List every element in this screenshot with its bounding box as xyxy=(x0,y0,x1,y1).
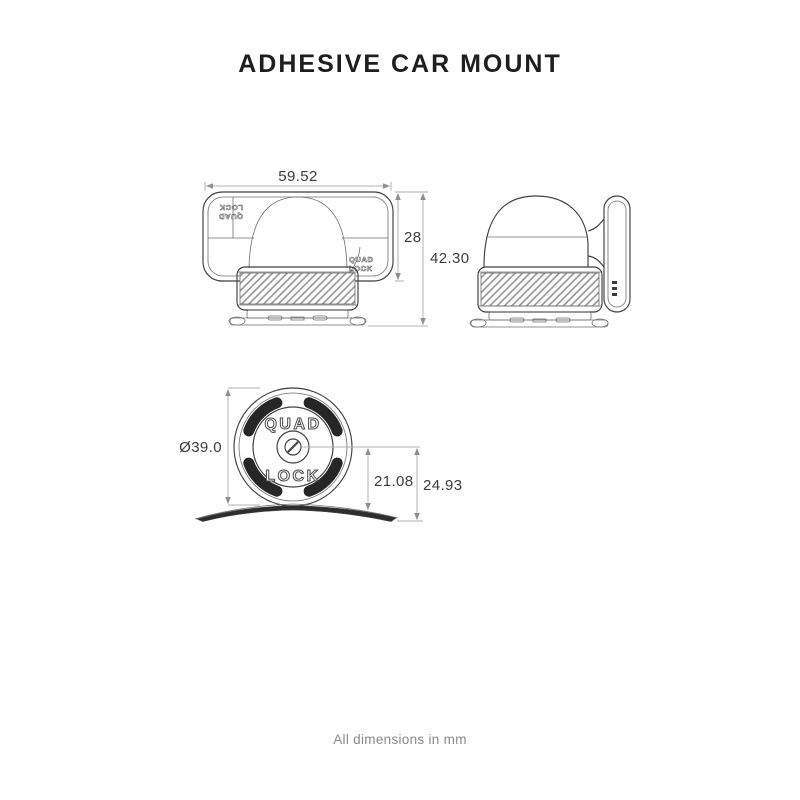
front-view xyxy=(203,192,393,325)
footer-note: All dimensions in mm xyxy=(333,732,467,747)
svg-text:QUAD: QUAD xyxy=(349,255,374,264)
front-knurled-ring xyxy=(237,267,358,310)
brand-logo-face-bottom: LOCK xyxy=(265,468,321,485)
svg-text:Ø39.0: Ø39.0 xyxy=(179,439,222,456)
brand-logo-front-bottomright xyxy=(349,255,373,273)
svg-text:21.08: 21.08 xyxy=(374,473,414,490)
svg-text:QUAD: QUAD xyxy=(218,212,243,221)
screw-icon xyxy=(285,439,301,455)
svg-text:LOCK: LOCK xyxy=(219,203,243,212)
svg-text:59.52: 59.52 xyxy=(278,168,318,185)
dimension-diameter xyxy=(179,388,260,505)
front-dome xyxy=(249,197,347,268)
svg-text:42.30: 42.30 xyxy=(430,250,470,267)
side-mount-plate xyxy=(604,196,630,312)
dimension-center-to-base-top xyxy=(368,449,414,510)
dimension-overall-height xyxy=(368,194,470,327)
side-arm-top xyxy=(588,219,604,231)
brand-logo-front-topleft xyxy=(219,203,243,221)
dimension-center-to-base-bottom xyxy=(417,449,463,520)
brand-logo-face-top: QUAD xyxy=(264,416,322,433)
side-view xyxy=(470,196,630,327)
side-base-flange xyxy=(470,312,608,327)
dimension-front-width xyxy=(205,168,391,191)
svg-text:24.93: 24.93 xyxy=(423,477,463,494)
side-knurled-ring xyxy=(478,267,602,312)
svg-text:LOCK: LOCK xyxy=(349,264,373,273)
svg-text:28: 28 xyxy=(404,229,422,246)
page-title: ADHESIVE CAR MOUNT xyxy=(238,50,562,78)
side-arm-bottom xyxy=(588,256,604,267)
side-dome xyxy=(484,196,588,267)
front-base-flange xyxy=(229,310,366,325)
